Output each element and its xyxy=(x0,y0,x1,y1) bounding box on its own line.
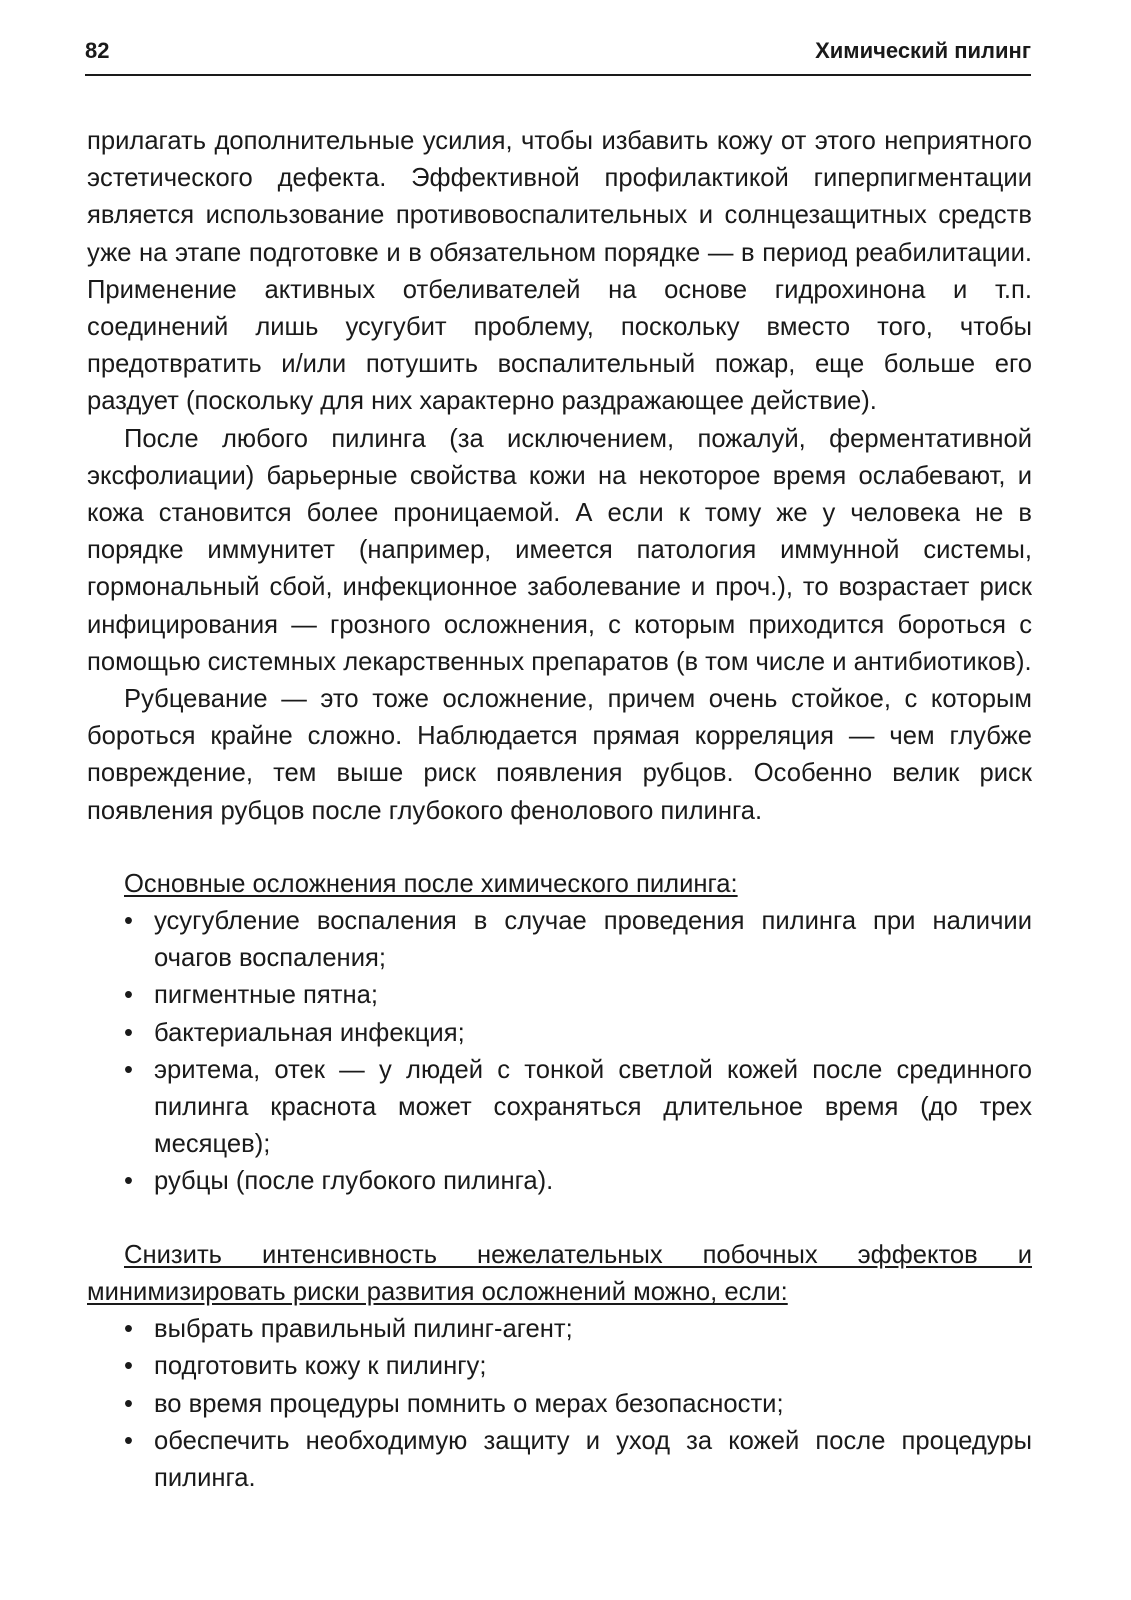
list-item xyxy=(124,1015,1032,1052)
list-item xyxy=(124,1311,1032,1348)
bullet-icon: • xyxy=(124,981,133,1010)
bullet-icon: • xyxy=(124,1315,133,1344)
bullet-icon: • xyxy=(124,907,133,936)
list-item-text: выбрать правильный пилинг-агент; xyxy=(154,1315,573,1344)
bullet-icon: • xyxy=(124,1018,133,1047)
paragraph-scarring: Рубцевание — это тоже осложнение, причем очень стойкое, с которым бороться крайне сложно. Наблюдается прямая корреляция — чем глубже повреждение, тем выше риск появления рубцов. Особенно велик риск появления рубцов после глубокого фенолового пилинга. xyxy=(87,685,1032,825)
list-item xyxy=(124,1348,1032,1385)
risk-reduction-list xyxy=(87,1311,1032,1497)
list-item-text: пигментные пятна; xyxy=(154,981,378,1010)
list-item xyxy=(124,1163,1032,1200)
page-header xyxy=(85,34,1031,76)
page-number: 82 xyxy=(85,38,110,63)
list-item-text: подготовить кожу к пилингу; xyxy=(154,1352,487,1381)
running-title: Химический пилинг xyxy=(815,38,1031,63)
list-item-text: усугубление воспаления в случае проведения пилинга при наличии очагов воспаления; xyxy=(154,907,1032,973)
paragraph-infection: После любого пилинга (за исключением, пожалуй, ферментативной эксфолиации) барьерные свойства кожи на некоторое время ослабевают, и кожа становится более проницаемой. А если к тому же у человека не в порядке иммунитет (например, имеется патология иммунной системы, гормональный сбой, инфекционное заболевание и проч.), то возрастает риск инфицирования — грозного осложнения, с которым приходится бороться с помощью системных лекарственных препаратов (в том числе и антибиотиков). xyxy=(87,424,1032,676)
paragraph-continuation: прилагать дополнительные усилия, чтобы избавить кожу от этого неприятного эстетического дефекта. Эффективной профилактикой гиперпигментации является использование противовоспалительных и солнцезащитных средств уже на этапе подготовке и в обязательном порядке — в период реабилитации. Применение активных отбеливателей на основе гидрохинона и т.п. соединений лишь усугубит проблему, поскольку вместо того, чтобы предотвратить и/или потушить воспалительный пожар, еще больше его раздует (поскольку для них характерно раздражающее действие). xyxy=(87,127,1032,416)
spacer xyxy=(87,1201,1032,1237)
list-item xyxy=(124,1423,1032,1497)
list-item xyxy=(124,977,1032,1014)
bullet-icon: • xyxy=(124,1055,133,1084)
spacer xyxy=(87,830,1032,866)
list-item xyxy=(124,903,1032,977)
list-item-text: обеспечить необходимую защиту и уход за кожей после процедуры пилинга. xyxy=(154,1426,1032,1492)
page-body xyxy=(87,123,1032,1497)
bullet-icon: • xyxy=(124,1352,133,1381)
bullet-icon: • xyxy=(124,1167,133,1196)
list-item-text: бактериальная инфекция; xyxy=(154,1018,465,1047)
list-item-text: эритема, отек — у людей с тонкой светлой кожей после срединного пилинга краснота может сохраняться длительное время (до трех месяцев); xyxy=(154,1055,1032,1159)
risk-reduction-heading: Снизить интенсивность нежелательных побочных эффектов и минимизировать риски развития осложнений можно, если: xyxy=(87,1240,1032,1306)
complications-list xyxy=(87,903,1032,1201)
bullet-icon: • xyxy=(124,1389,133,1418)
list-item-text: во время процедуры помнить о мерах безопасности; xyxy=(154,1389,784,1418)
complications-heading: Основные осложнения после химического пилинга: xyxy=(124,869,738,898)
list-item xyxy=(124,1052,1032,1164)
list-item-text: рубцы (после глубокого пилинга). xyxy=(154,1167,554,1196)
list-item xyxy=(124,1386,1032,1423)
bullet-icon: • xyxy=(124,1426,133,1455)
